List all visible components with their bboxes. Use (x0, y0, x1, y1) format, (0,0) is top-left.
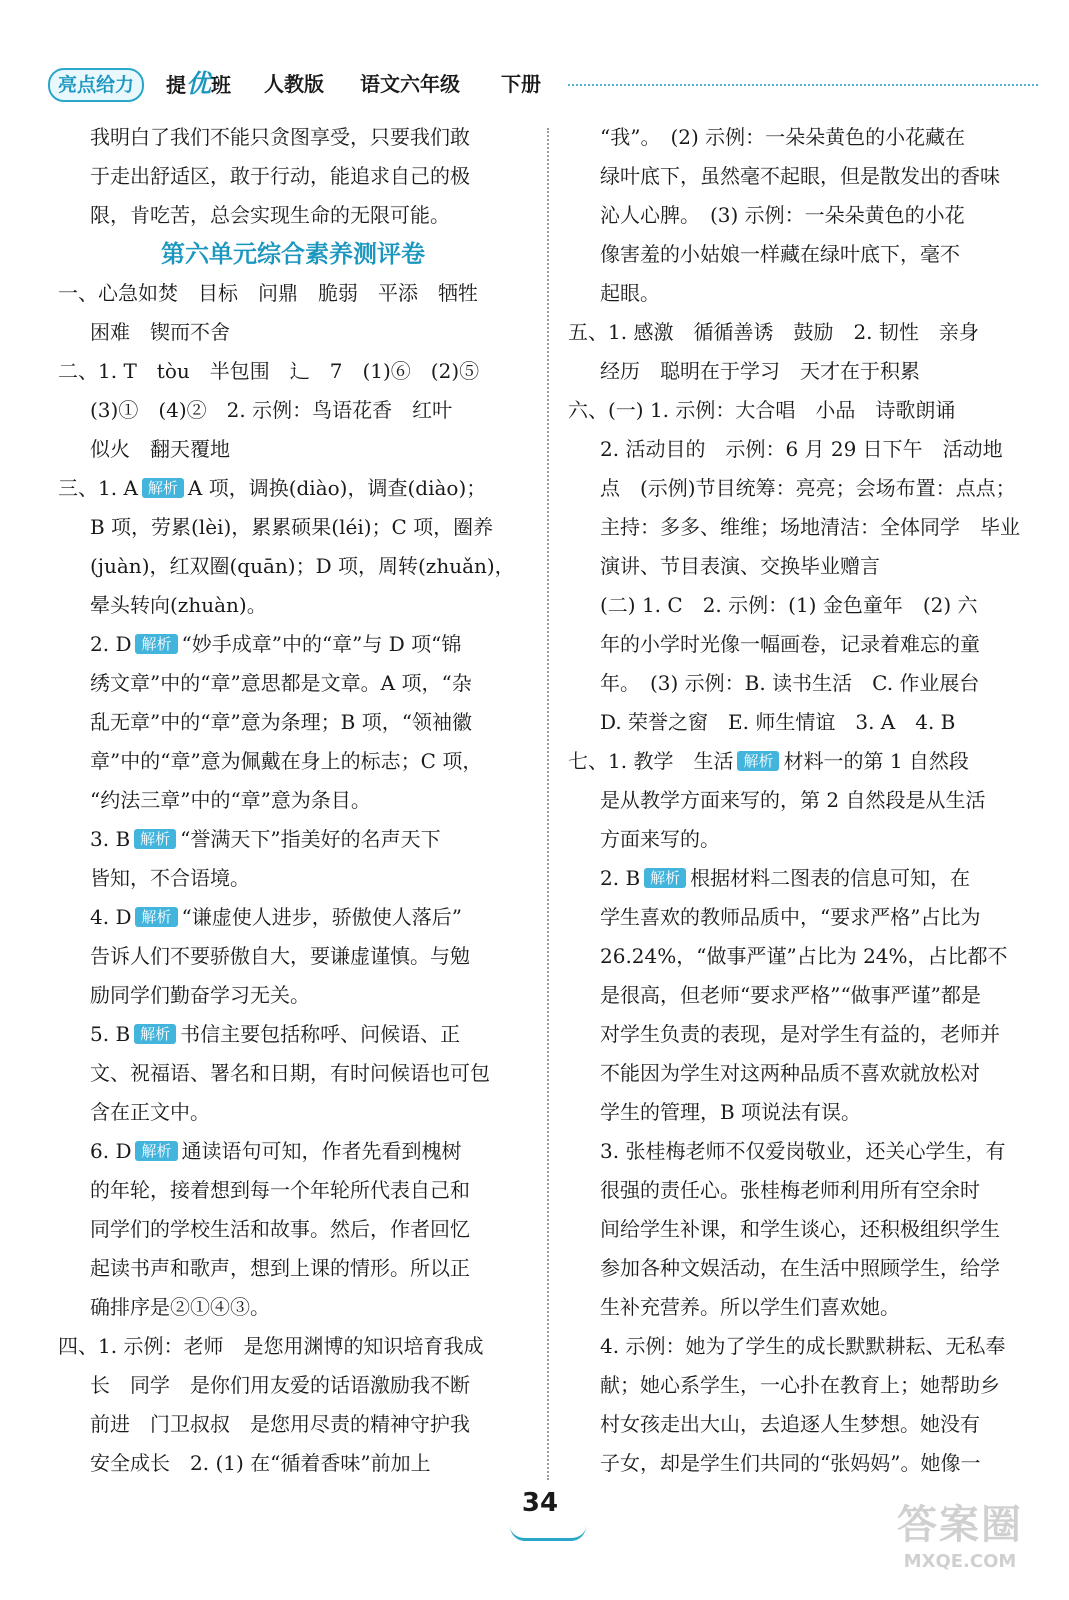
volume-label: 下册 (501, 72, 541, 96)
analysis-tag: 解析 (644, 868, 686, 888)
answer-line: 像害羞的小姑娘一样藏在绿叶底下，毫不 (600, 242, 960, 266)
answer-line: 村女孩走出大山，去追逐人生梦想。她没有 (600, 1412, 980, 1436)
text-line: 我明白了我们不能只贪图享受，只要我们敢 (90, 125, 470, 149)
answer-line (58, 1015, 528, 1054)
subject-label: 语文六年级 (360, 72, 460, 96)
right-column (568, 118, 1044, 1483)
answer-line: “约法三章”中的“章”意为条目。 (90, 788, 371, 812)
edition-label: 人教版 (264, 72, 324, 96)
analysis-text: “妙手成章”中的“章”与 D 项“锦 (181, 632, 462, 656)
answer-line: 四、1. 示例：老师 是您用渊博的知识培育我成 (58, 1334, 484, 1358)
answer-line: (二) 1. C 2. 示例：(1) 金色童年 (2) 六 (600, 593, 978, 617)
answer-line: 长 同学 是你们用友爱的话语激励我不断 (90, 1373, 470, 1397)
brand-badge: 亮点给力 (48, 68, 144, 102)
answer-line: 是从教学方面来写的，第 2 自然段是从生活 (600, 788, 986, 812)
answer-line: 生补充营养。所以学生们喜欢她。 (600, 1295, 900, 1319)
series-post: 班 (211, 73, 232, 97)
answer-line: 学生的管理，B 项说法有误。 (600, 1100, 862, 1124)
answer-line: 是很高，但老师“要求严格”“做事严谨”都是 (600, 983, 981, 1007)
answer-line: D. 荣誉之窗 E. 师生情谊 3. A 4. B (600, 710, 956, 734)
answer-line: 献；她心系学生，一心扑在教育上；她帮助乡 (600, 1373, 1000, 1397)
answer-line: 一、心急如焚 目标 问鼎 脆弱 平添 牺牲 (58, 281, 478, 305)
answer-line: 前进 门卫叔叔 是您用尽责的精神守护我 (90, 1412, 470, 1436)
answer-line (568, 742, 1044, 781)
analysis-tag: 解析 (135, 1141, 177, 1161)
answer-line: 4. 示例：她为了学生的成长默默耕耘、无私奉 (600, 1334, 1006, 1358)
answer-number: 4. D (90, 905, 132, 929)
answer-line: 告诉人们不要骄傲自大，要谦虚谨慎。与勉 (90, 944, 470, 968)
answer-line: 六、(一) 1. 示例：大合唱 小品 诗歌朗诵 (568, 398, 956, 422)
analysis-tag: 解析 (142, 478, 184, 498)
page-header (48, 66, 1038, 104)
answer-line: 安全成长 2. (1) 在“循着香味”前加上 (90, 1451, 431, 1475)
answer-line (58, 625, 528, 664)
series-highlight: 优 (186, 69, 212, 98)
answer-line (58, 820, 528, 859)
answer-line: 起眼。 (600, 281, 660, 305)
answer-line: 起读书声和歌声，想到上课的情形。所以正 (90, 1256, 470, 1280)
answer-line: 同学们的学校生活和故事。然后，作者回忆 (90, 1217, 470, 1241)
watermark-url: MXQE.COM (903, 1551, 1017, 1572)
analysis-text: “谦虚使人进步，骄傲使人落后” (181, 905, 462, 929)
answer-line (58, 898, 528, 937)
answer-line: “我”。 (2) 示例：一朵朵黄色的小花藏在 (600, 125, 966, 149)
answer-number: 3. B (90, 827, 131, 851)
answer-line: 子女，却是学生们共同的“张妈妈”。她像一 (600, 1451, 981, 1475)
answer-line: 文、祝福语、署名和日期，有时问候语也可包 (90, 1061, 490, 1085)
answer-line (568, 859, 1044, 898)
answer-line: (3)① (4)② 2. 示例：鸟语花香 红叶 (90, 398, 453, 422)
answer-line: 主持：多多、维维；场地清洁：全体同学 毕业 (600, 515, 1020, 539)
answer-line (58, 469, 528, 508)
answer-line: 绣文章”中的“章”意思都是文章。A 项，“杂 (90, 671, 472, 695)
answer-line: 乱无章”中的“章”意为条理；B 项，“领袖徽 (90, 710, 472, 734)
analysis-text: 书信主要包括称呼、问候语、正 (180, 1022, 461, 1046)
answer-line: 困难 锲而不舍 (90, 320, 230, 344)
answer-number: 三、1. A (58, 476, 138, 500)
column-divider (547, 128, 549, 1480)
answer-line: 励同学们勤奋学习无关。 (90, 983, 310, 1007)
analysis-text: 根据材料二图表的信息可知，在 (690, 866, 971, 890)
answer-line: 学生喜欢的教师品质中，“要求严格”占比为 (600, 905, 981, 929)
answer-line: 年。 (3) 示例：B. 读书生活 C. 作业展台 (600, 671, 980, 695)
answer-line (58, 1132, 528, 1171)
section-title: 第六单元综合素养测评卷 (161, 240, 425, 268)
answer-line: 参加各种文娱活动，在生活中照顾学生，给学 (600, 1256, 1000, 1280)
text-line: 于走出舒适区，敢于行动，能追求自己的极 (90, 164, 470, 188)
answer-line: 经历 聪明在于学习 天才在于积累 (600, 359, 920, 383)
answer-line: 26.24%，“做事严谨”占比为 24%，占比都不 (600, 944, 1008, 968)
analysis-tag: 解析 (134, 829, 176, 849)
answer-line: 3. 张桂梅老师不仅爱岗敬业，还关心学生，有 (600, 1139, 1006, 1163)
answer-number: 七、1. 教学 生活 (568, 749, 734, 773)
answer-line: 2. 活动目的 示例：6 月 29 日下午 活动地 (600, 437, 1003, 461)
answer-line: 对学生负责的表现，是对学生有益的，老师并 (600, 1022, 1000, 1046)
text-line: 限，肯吃苦，总会实现生命的无限可能。 (90, 203, 450, 227)
answer-line: 演讲、节目表演、交换毕业赠言 (600, 554, 880, 578)
answer-line: 似火 翻天覆地 (90, 437, 230, 461)
answer-line: B 项，劳累(lèi)，累累硕果(léi)；C 项，圈养 (90, 515, 494, 539)
answer-line: 晕头转向(zhuàn)。 (90, 593, 267, 617)
answer-line: 年的小学时光像一幅画卷，记录着难忘的童 (600, 632, 980, 656)
watermark (870, 1500, 1050, 1590)
answer-line: 绿叶底下，虽然毫不起眼，但是散发出的香味 (600, 164, 1000, 188)
answer-line: 点 (示例)节目统筹：亮亮；会场布置：点点； (600, 476, 1016, 500)
answer-line: 不能因为学生对这两种品质不喜欢就放松对 (600, 1061, 980, 1085)
analysis-text: “誉满天下”指美好的名声天下 (180, 827, 441, 851)
answer-number: 2. B (600, 866, 641, 890)
answer-line: (juàn)，红双圈(quān)；D 项，周转(zhuǎn)， (90, 554, 515, 578)
answer-line: 含在正文中。 (90, 1100, 210, 1124)
left-column (58, 118, 528, 1483)
answer-line: 方面来写的。 (600, 827, 720, 851)
answer-number: 6. D (90, 1139, 132, 1163)
analysis-tag: 解析 (134, 1024, 176, 1044)
header-rule (568, 84, 1038, 86)
answer-line: 沁人心脾。 (3) 示例：一朵朵黄色的小花 (600, 203, 965, 227)
answer-line: 的年轮，接着想到每一个年轮所代表自己和 (90, 1178, 470, 1202)
answer-number: 5. B (90, 1022, 131, 1046)
answer-line: 很强的责任心。张桂梅老师利用所有空余时 (600, 1178, 980, 1202)
page-number: 34 (521, 1488, 559, 1518)
answer-number: 2. D (90, 632, 132, 656)
answer-line: 五、1. 感激 循循善诱 鼓励 2. 韧性 亲身 (568, 320, 979, 344)
series-pre: 提 (166, 73, 186, 97)
watermark-logo: 答案圈 (897, 1502, 1023, 1548)
analysis-text: 材料一的第 1 自然段 (783, 749, 969, 773)
series-name (166, 70, 231, 99)
analysis-text: A 项，调换(diào)，调查(diào)； (187, 476, 487, 500)
analysis-tag: 解析 (135, 634, 177, 654)
page-number-arc (510, 1526, 586, 1541)
answer-line: 皆知，不合语境。 (90, 866, 250, 890)
analysis-tag: 解析 (737, 751, 779, 771)
answer-line: 章”中的“章”意为佩戴在身上的标志；C 项， (90, 749, 483, 773)
analysis-tag: 解析 (135, 907, 177, 927)
answer-line: 间给学生补课，和学生谈心，还积极组织学生 (600, 1217, 1000, 1241)
answer-line: 确排序是②①④③。 (90, 1295, 270, 1319)
analysis-text: 通读语句可知，作者先看到槐树 (181, 1139, 462, 1163)
answer-line: 二、1. T tòu 半包围 辶 7 (1)⑥ (2)⑤ (58, 359, 480, 383)
